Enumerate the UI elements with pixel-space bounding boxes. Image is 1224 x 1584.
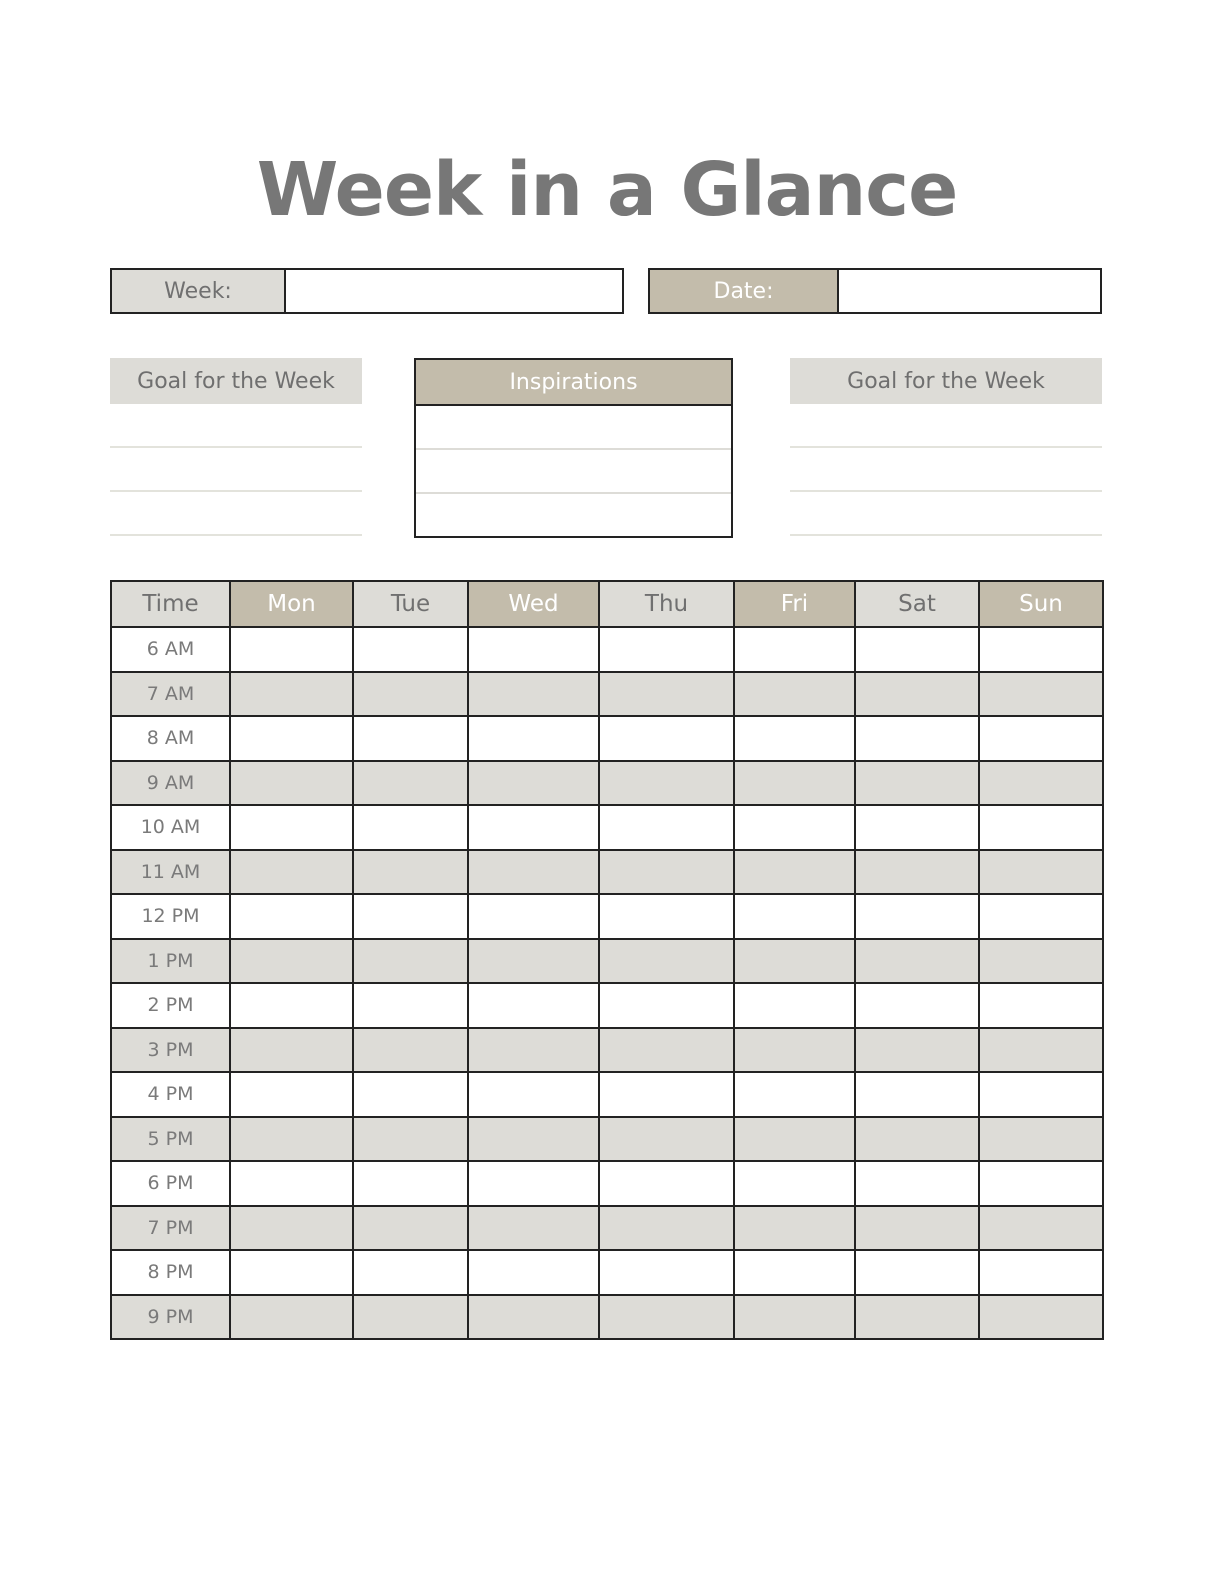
schedule-cell[interactable] (468, 939, 599, 984)
schedule-cell[interactable] (468, 1028, 599, 1073)
schedule-cell[interactable] (230, 1072, 353, 1117)
right-goal-section (790, 358, 1102, 536)
schedule-cell[interactable] (230, 1295, 353, 1340)
schedule-cell[interactable] (855, 716, 979, 761)
schedule-cell[interactable] (468, 850, 599, 895)
schedule-cell[interactable] (230, 1028, 353, 1073)
schedule-cell[interactable] (468, 805, 599, 850)
schedule-cell[interactable] (468, 1206, 599, 1251)
schedule-cell[interactable] (599, 1250, 734, 1295)
schedule-cell[interactable] (599, 850, 734, 895)
schedule-cell[interactable] (468, 672, 599, 717)
time-slot-label: 3 PM (111, 1028, 230, 1073)
schedule-cell[interactable] (353, 850, 468, 895)
schedule-cell[interactable] (468, 1295, 599, 1340)
schedule-cell[interactable] (979, 1117, 1103, 1162)
schedule-cell[interactable] (599, 1206, 734, 1251)
schedule-cell[interactable] (468, 1072, 599, 1117)
schedule-body (111, 627, 1103, 1339)
schedule-cell[interactable] (979, 939, 1103, 984)
table-row (111, 627, 1103, 672)
schedule-cell[interactable] (734, 761, 855, 806)
schedule-cell[interactable] (353, 627, 468, 672)
week-input[interactable] (286, 270, 622, 312)
inspirations-line[interactable] (416, 406, 731, 450)
table-row (111, 716, 1103, 761)
schedule-cell[interactable] (734, 716, 855, 761)
table-row (111, 894, 1103, 939)
schedule-cell[interactable] (734, 1161, 855, 1206)
date-label: Date: (650, 270, 839, 312)
schedule-cell[interactable] (599, 761, 734, 806)
schedule-cell[interactable] (230, 1206, 353, 1251)
schedule-cell[interactable] (230, 716, 353, 761)
schedule-cell[interactable] (353, 939, 468, 984)
schedule-cell[interactable] (734, 894, 855, 939)
schedule-cell[interactable] (855, 1250, 979, 1295)
schedule-cell[interactable] (230, 850, 353, 895)
schedule-cell[interactable] (230, 805, 353, 850)
schedule-cell[interactable] (979, 805, 1103, 850)
table-row (111, 1295, 1103, 1340)
schedule-cell[interactable] (353, 983, 468, 1028)
schedule-cell[interactable] (979, 850, 1103, 895)
schedule-cell[interactable] (353, 761, 468, 806)
left-goal-line[interactable] (110, 492, 362, 536)
schedule-cell[interactable] (599, 1117, 734, 1162)
day-header-thu: Thu (599, 581, 734, 627)
date-input[interactable] (839, 270, 1100, 312)
schedule-cell[interactable] (353, 1072, 468, 1117)
day-header-tue: Tue (353, 581, 468, 627)
schedule-cell[interactable] (230, 939, 353, 984)
right-goal-title: Goal for the Week (790, 358, 1102, 404)
inspirations-section (414, 358, 733, 538)
schedule-cell[interactable] (734, 1117, 855, 1162)
schedule-cell[interactable] (979, 1072, 1103, 1117)
date-field (648, 268, 1102, 314)
time-slot-label: 8 PM (111, 1250, 230, 1295)
schedule-header-row (111, 581, 1103, 627)
page-title: Week in a Glance (256, 147, 958, 233)
schedule-cell[interactable] (599, 1072, 734, 1117)
table-row (111, 850, 1103, 895)
schedule-cell[interactable] (734, 805, 855, 850)
schedule-cell[interactable] (230, 1250, 353, 1295)
schedule-cell[interactable] (353, 1117, 468, 1162)
time-slot-label: 9 AM (111, 761, 230, 806)
right-goal-line[interactable] (790, 404, 1102, 448)
schedule-cell[interactable] (734, 627, 855, 672)
schedule-cell[interactable] (855, 894, 979, 939)
table-row (111, 1028, 1103, 1073)
schedule-cell[interactable] (468, 983, 599, 1028)
table-row (111, 805, 1103, 850)
left-goal-line[interactable] (110, 404, 362, 448)
week-label: Week: (112, 270, 286, 312)
schedule-cell[interactable] (979, 627, 1103, 672)
schedule-cell[interactable] (230, 627, 353, 672)
schedule-cell[interactable] (230, 983, 353, 1028)
schedule-cell[interactable] (353, 1295, 468, 1340)
schedule-cell[interactable] (979, 1161, 1103, 1206)
table-row (111, 672, 1103, 717)
time-slot-label: 5 PM (111, 1117, 230, 1162)
schedule-cell[interactable] (855, 983, 979, 1028)
schedule-cell[interactable] (855, 672, 979, 717)
table-row (111, 1206, 1103, 1251)
time-slot-label: 6 AM (111, 627, 230, 672)
schedule-cell[interactable] (468, 716, 599, 761)
table-row (111, 1250, 1103, 1295)
schedule-cell[interactable] (599, 716, 734, 761)
schedule-cell[interactable] (353, 1206, 468, 1251)
schedule-cell[interactable] (855, 1161, 979, 1206)
schedule-cell[interactable] (599, 627, 734, 672)
schedule-cell[interactable] (979, 983, 1103, 1028)
schedule-cell[interactable] (855, 805, 979, 850)
schedule-cell[interactable] (353, 1161, 468, 1206)
schedule-cell[interactable] (734, 939, 855, 984)
time-slot-label: 12 PM (111, 894, 230, 939)
schedule-cell[interactable] (230, 1117, 353, 1162)
table-row (111, 1161, 1103, 1206)
schedule-cell[interactable] (734, 1206, 855, 1251)
schedule-cell[interactable] (979, 1028, 1103, 1073)
schedule-cell[interactable] (734, 1028, 855, 1073)
schedule-cell[interactable] (979, 1295, 1103, 1340)
day-header-mon: Mon (230, 581, 353, 627)
schedule-cell[interactable] (353, 1028, 468, 1073)
schedule-cell[interactable] (855, 1206, 979, 1251)
schedule-cell[interactable] (468, 894, 599, 939)
time-column-header: Time (111, 581, 230, 627)
schedule-cell[interactable] (599, 805, 734, 850)
schedule-cell[interactable] (855, 627, 979, 672)
schedule-cell[interactable] (979, 672, 1103, 717)
right-goal-line[interactable] (790, 492, 1102, 536)
right-goal-line[interactable] (790, 448, 1102, 492)
week-field (110, 268, 624, 314)
schedule-cell[interactable] (979, 761, 1103, 806)
time-slot-label: 9 PM (111, 1295, 230, 1340)
table-row (111, 1072, 1103, 1117)
schedule-cell[interactable] (979, 894, 1103, 939)
schedule-cell[interactable] (353, 1250, 468, 1295)
schedule-cell[interactable] (468, 1250, 599, 1295)
schedule-cell[interactable] (599, 672, 734, 717)
time-slot-label: 4 PM (111, 1072, 230, 1117)
schedule-cell[interactable] (599, 894, 734, 939)
left-goal-title: Goal for the Week (110, 358, 362, 404)
table-row (111, 761, 1103, 806)
schedule-cell[interactable] (230, 761, 353, 806)
schedule-cell[interactable] (979, 1206, 1103, 1251)
time-slot-label: 6 PM (111, 1161, 230, 1206)
time-slot-label: 1 PM (111, 939, 230, 984)
schedule-cell[interactable] (468, 627, 599, 672)
schedule-cell[interactable] (855, 1117, 979, 1162)
time-slot-label: 11 AM (111, 850, 230, 895)
table-row (111, 1117, 1103, 1162)
schedule-cell[interactable] (855, 1028, 979, 1073)
time-slot-label: 7 PM (111, 1206, 230, 1251)
table-row (111, 939, 1103, 984)
table-row (111, 983, 1103, 1028)
schedule-cell[interactable] (734, 1250, 855, 1295)
schedule-cell[interactable] (353, 672, 468, 717)
weekly-schedule-table (110, 580, 1104, 1340)
schedule-cell[interactable] (599, 1028, 734, 1073)
schedule-cell[interactable] (230, 672, 353, 717)
schedule-cell[interactable] (230, 894, 353, 939)
schedule-cell[interactable] (599, 983, 734, 1028)
day-header-fri: Fri (734, 581, 855, 627)
schedule-cell[interactable] (230, 1161, 353, 1206)
schedule-cell[interactable] (734, 672, 855, 717)
day-header-sun: Sun (979, 581, 1103, 627)
schedule-cell[interactable] (979, 716, 1103, 761)
day-header-sat: Sat (855, 581, 979, 627)
schedule-cell[interactable] (855, 850, 979, 895)
schedule-cell[interactable] (734, 1072, 855, 1117)
schedule-cell[interactable] (855, 1072, 979, 1117)
left-goal-section (110, 358, 362, 536)
schedule-cell[interactable] (734, 850, 855, 895)
inspirations-line[interactable] (416, 494, 731, 538)
left-goal-line[interactable] (110, 448, 362, 492)
schedule-cell[interactable] (468, 1161, 599, 1206)
schedule-cell[interactable] (979, 1250, 1103, 1295)
inspirations-line[interactable] (416, 450, 731, 494)
schedule-cell[interactable] (353, 894, 468, 939)
inspirations-title: Inspirations (416, 360, 731, 406)
schedule-cell[interactable] (353, 716, 468, 761)
schedule-cell[interactable] (468, 761, 599, 806)
time-slot-label: 8 AM (111, 716, 230, 761)
schedule-cell[interactable] (599, 1295, 734, 1340)
schedule-cell[interactable] (353, 805, 468, 850)
schedule-cell[interactable] (855, 939, 979, 984)
time-slot-label: 10 AM (111, 805, 230, 850)
schedule-cell[interactable] (855, 1295, 979, 1340)
schedule-cell[interactable] (468, 1117, 599, 1162)
schedule-cell[interactable] (599, 939, 734, 984)
schedule-cell[interactable] (734, 983, 855, 1028)
time-slot-label: 7 AM (111, 672, 230, 717)
day-header-wed: Wed (468, 581, 599, 627)
schedule-cell[interactable] (734, 1295, 855, 1340)
schedule-cell[interactable] (599, 1161, 734, 1206)
schedule-cell[interactable] (855, 761, 979, 806)
time-slot-label: 2 PM (111, 983, 230, 1028)
